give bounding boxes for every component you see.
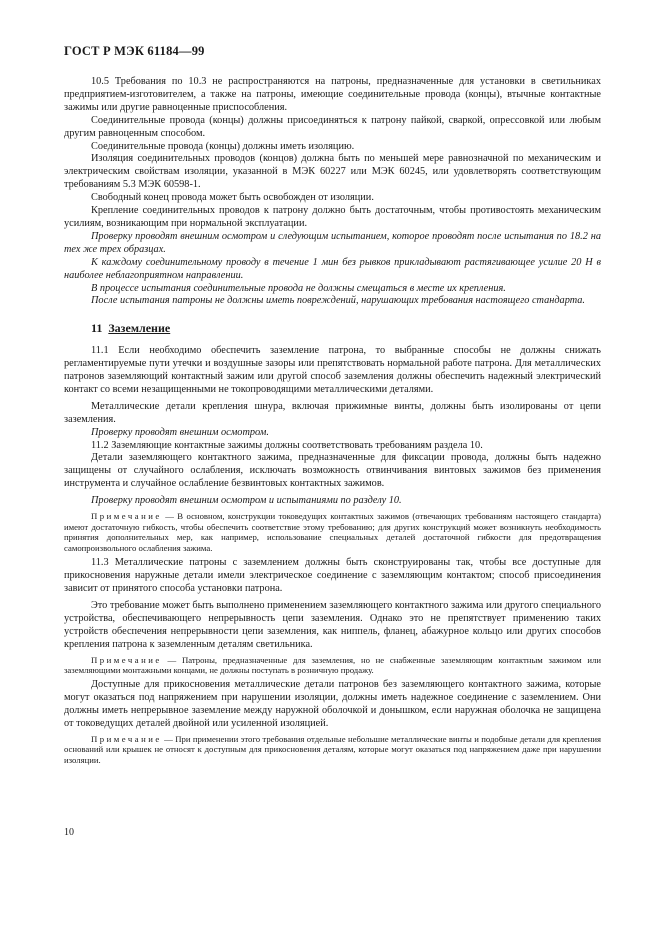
paragraph: Изоляция соединительных проводов (концов) должна быть по меньшей мере равнозначной по механическим и электрическим свойствам изоляции, указанной в МЭК 60227 или МЭК 60245, или удовлетворять соответствующим требованиям 5.3 МЭК 60598-1. [64, 153, 601, 191]
document-header: ГОСТ Р МЭК 61184—99 [64, 44, 205, 58]
note-text: — Патроны, предназначенные для заземления, но не снабженные заземляющим контактным зажимом или заземляющими монтажными концами, не должны поступать в розничную продажу. [64, 654, 601, 676]
note-text: — В основном, конструкции токоведущих контактных зажимов (отвечающих требованиям настоящего стандарта) имеют достаточную гибкость, чтобы обеспечить соответствие этому требованию; для других конструкций может возникнуть необходимость принятия дополнительных мер, как например, использование специальных деталей достаточной гибкости для предотвращения самопроизвольного ослабления зажима. [64, 511, 601, 553]
note-label: Примечание [91, 654, 162, 665]
note [64, 734, 601, 766]
test-paragraph: В процессе испытания соединительные провода не должны смещаться в месте их крепления. [91, 282, 506, 294]
paragraph: Доступные для прикосновения металлические детали патронов без заземляющего контактного зажима, которые могут оказаться под напряжением при нарушении изоляции, должны иметь надежное соединение с заземлением. Они должны иметь непрерывное заземление между наружной оболочкой и донышком, если наружная оболочка не защищена от токоведущих деталей двойной или усиленной изоляцией. [64, 679, 601, 729]
document-body [64, 76, 601, 768]
paragraph: Свободный конец провода может быть освобожден от изоляции. [91, 192, 374, 204]
note-label: Примечание [91, 733, 162, 744]
paragraph: 10.5 Требования по 10.3 не распространяются на патроны, предназначенные для установки в светильниках предприятием-изготовителем, а также на патроны, имеющие соединительные провода (концы), втычные контактные зажимы или другие равноценные приспособления. [64, 76, 601, 113]
note [64, 655, 601, 676]
paragraph: Соединительные провода (концы) должны иметь изоляцию. [91, 140, 355, 152]
page-number: 10 [64, 827, 74, 838]
paragraph: Соединительные провода (концы) должны присоединяться к патрону пайкой, сваркой, опрессовкой или любым другим равноценным способом. [64, 114, 601, 139]
note [64, 511, 601, 553]
section-title: Заземление [108, 321, 171, 336]
test-paragraph: Проверку проводят внешним осмотром и испытаниями по разделу 10. [91, 495, 402, 507]
paragraph-11-1: 11.1 Если необходимо обеспечить заземление патрона, то выбранные способы не должны снижать регламентируемые пути утечки и воздушные зазоры или препятствовать нормальной работе патрона. Для металлических патронов заземляющий контактный зажим или другой способ заземления должны обеспечить надежный электрический контакт со всеми незащищенными не токопроводящими металлическими деталями. [64, 345, 601, 395]
section-number: 11 [91, 321, 103, 336]
section-heading [91, 322, 601, 335]
paragraph: Это требование может быть выполнено применением заземляющего контактного зажима или другого специального устройства, обеспечивающего непрерывность цепи заземления. Однако это не препятствует применению таких устройств обеспечения непрерывности цепи заземления, как ниппель, фланец, абажурное кольцо или других способов крепления патрона к заземленным деталям светильника. [64, 600, 601, 650]
test-paragraph: Проверку проводят внешним осмотром. [91, 426, 269, 438]
test-paragraph: Проверку проводят внешним осмотром и следующим испытанием, которое проводят после испытания по 18.2 на тех же трех образцах. [64, 230, 601, 255]
paragraph: Детали заземляющего контактного зажима, предназначенные для фиксации провода, должны быть надежно защищены от случайного ослабления, исключать возможность отвинчивания винтовых зажимов без применения инструмента и случайное ослабление безвинтовых контактных зажимов. [64, 452, 601, 490]
paragraph: Крепление соединительных проводов к патрону должно быть достаточным, чтобы противостоять механическим усилиям, возникающим при нормальной эксплуатации. [64, 205, 601, 229]
note-label: Примечание [91, 511, 162, 522]
note-text: — При применении этого требования отдельные небольшие металлические винты и подобные детали для крепления оснований или крышек не относят к доступным для прикосновения деталям, которые могут оказаться под напряжением даже при нарушении изоляции. [64, 733, 601, 765]
paragraph-11-3: 11.3 Металлические патроны с заземлением должны быть сконструированы так, чтобы все доступные для прикосновения наружные детали имели электрическое соединение с заземляющим контактом; способ присоединения зависит от принятого способа установки патрона. [64, 557, 601, 595]
test-paragraph: К каждому соединительному проводу в течение 1 мин без рывков прикладывают растягивающее усилие 20 Н в наиболее неблагоприятном направлении. [64, 256, 601, 281]
paragraph: Металлические детали крепления шнура, включая прижимные винты, должны быть изолированы от цепи заземления. [64, 400, 601, 425]
test-paragraph: После испытания патроны не должны иметь повреждений, нарушающих требования настоящего стандарта. [91, 295, 585, 307]
paragraph-11-2: 11.2 Заземляющие контактные зажимы должны соответствовать требованиям раздела 10. [91, 439, 483, 451]
